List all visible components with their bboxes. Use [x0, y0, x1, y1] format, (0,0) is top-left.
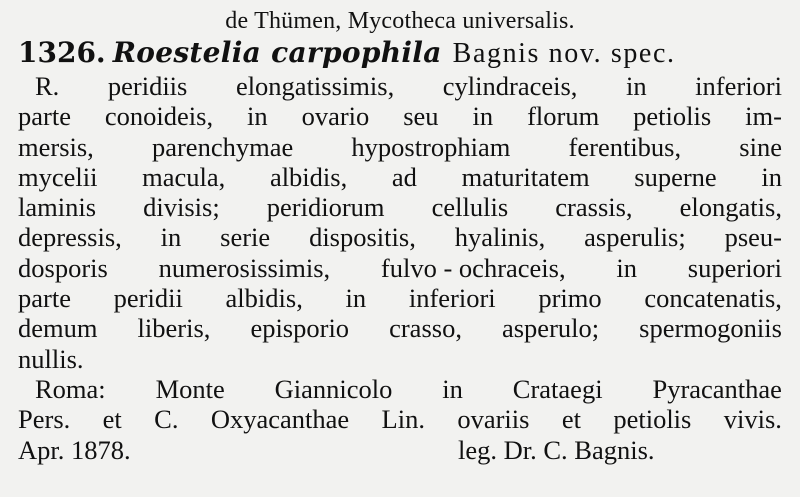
word: in — [160, 222, 182, 253]
description-line — [18, 162, 782, 192]
word: et — [102, 404, 122, 435]
word: inferiori — [695, 71, 782, 101]
word: Giannicolo — [274, 373, 393, 404]
word: dispositis, — [309, 222, 416, 253]
word: cellulis — [431, 192, 509, 223]
collector: leg. Dr. C. Bagnis. — [458, 434, 655, 465]
word: elongatis, — [679, 192, 782, 223]
word: fulvo - ochraceis, — [380, 252, 566, 283]
word: Crataegi — [512, 373, 603, 404]
word: albidis, — [269, 161, 348, 192]
word: ovario — [301, 101, 370, 132]
species-name: Roestelia carpophila — [112, 36, 442, 69]
word: im- — [745, 101, 782, 132]
word: conoideis, — [104, 101, 214, 132]
word: petiolis — [613, 404, 692, 435]
word: Monte — [155, 373, 225, 404]
word: albidis, — [225, 283, 303, 314]
word: petiolis — [633, 101, 712, 132]
word: R. — [35, 71, 60, 101]
word: vivis. — [723, 404, 782, 435]
description-line — [18, 283, 782, 313]
locality-line — [18, 404, 782, 434]
word: divisis; — [143, 192, 220, 223]
word: elongatissimis, — [235, 71, 395, 101]
collection-date: Apr. 1878. — [18, 434, 131, 465]
word: primo — [538, 283, 602, 314]
word: in — [247, 101, 268, 132]
word: asperulis; — [584, 222, 686, 253]
description-line — [18, 101, 782, 131]
word: in — [442, 373, 463, 404]
description-line — [18, 71, 782, 101]
species-description — [18, 71, 782, 374]
word: Pyracanthae — [652, 373, 782, 404]
word: C. — [154, 404, 179, 435]
word: asperulo; — [501, 313, 600, 344]
word: ferentibus, — [568, 131, 682, 162]
word: in — [616, 252, 638, 283]
word: in — [345, 283, 367, 314]
word: peridiorum — [266, 192, 385, 223]
word: hypostrophiam — [351, 131, 511, 162]
word: in — [625, 71, 647, 101]
word: mycelii — [18, 161, 98, 192]
word: ad — [391, 161, 417, 192]
word: hyalinis, — [454, 222, 546, 253]
description-line — [18, 132, 782, 162]
word: et — [561, 404, 581, 435]
description-line — [18, 192, 782, 222]
word: concatenatis, — [644, 283, 782, 314]
word: ovariis — [457, 404, 530, 435]
description-line — [18, 222, 782, 252]
word: parenchymae — [151, 131, 294, 162]
description-line — [18, 313, 782, 343]
word: maturitatem — [461, 161, 590, 192]
word: inferiori — [408, 283, 496, 314]
species-title — [18, 36, 782, 71]
series-header: de Thümen, Mycotheca universalis. — [225, 8, 575, 34]
word: Oxyacanthae — [210, 404, 350, 435]
word: seu — [403, 101, 439, 132]
word: depressis, — [18, 222, 122, 253]
word: crassis, — [555, 192, 633, 223]
word: superiori — [687, 252, 782, 283]
word: florum — [527, 101, 600, 132]
word: nullis. — [18, 343, 84, 374]
word: episporio — [250, 313, 350, 344]
word: crasso, — [389, 313, 462, 344]
word: peridii — [113, 283, 183, 314]
species-author: Bagnis nov. spec. — [452, 38, 676, 69]
word: parte — [18, 283, 71, 314]
word: in — [761, 161, 782, 192]
word: numerosissimis, — [158, 252, 331, 283]
word: in — [472, 101, 494, 132]
word: demum — [18, 313, 98, 344]
description-line — [18, 253, 782, 283]
word: dosporis — [18, 252, 108, 283]
date-collector-block — [18, 435, 782, 465]
word: macula, — [142, 161, 226, 192]
word: sine — [739, 131, 782, 162]
word: spermogoniis — [639, 313, 782, 344]
word: peridiis — [107, 71, 188, 101]
specimen-number: 1326. — [18, 36, 106, 69]
word: mersis, — [18, 131, 94, 162]
word: cylindraceis, — [442, 71, 578, 101]
locality-line — [18, 374, 782, 404]
locality-block — [18, 374, 782, 435]
description-line — [18, 344, 782, 374]
word: superne — [634, 161, 717, 192]
date-collector-line — [18, 435, 782, 465]
word: serie — [220, 222, 271, 253]
word: parte — [18, 101, 71, 132]
word: Pers. — [18, 404, 71, 435]
word: liberis, — [137, 313, 211, 344]
word: laminis — [18, 192, 97, 223]
word: pseu- — [724, 222, 782, 253]
word: Roma: — [35, 373, 106, 404]
word: Lin. — [381, 404, 425, 435]
